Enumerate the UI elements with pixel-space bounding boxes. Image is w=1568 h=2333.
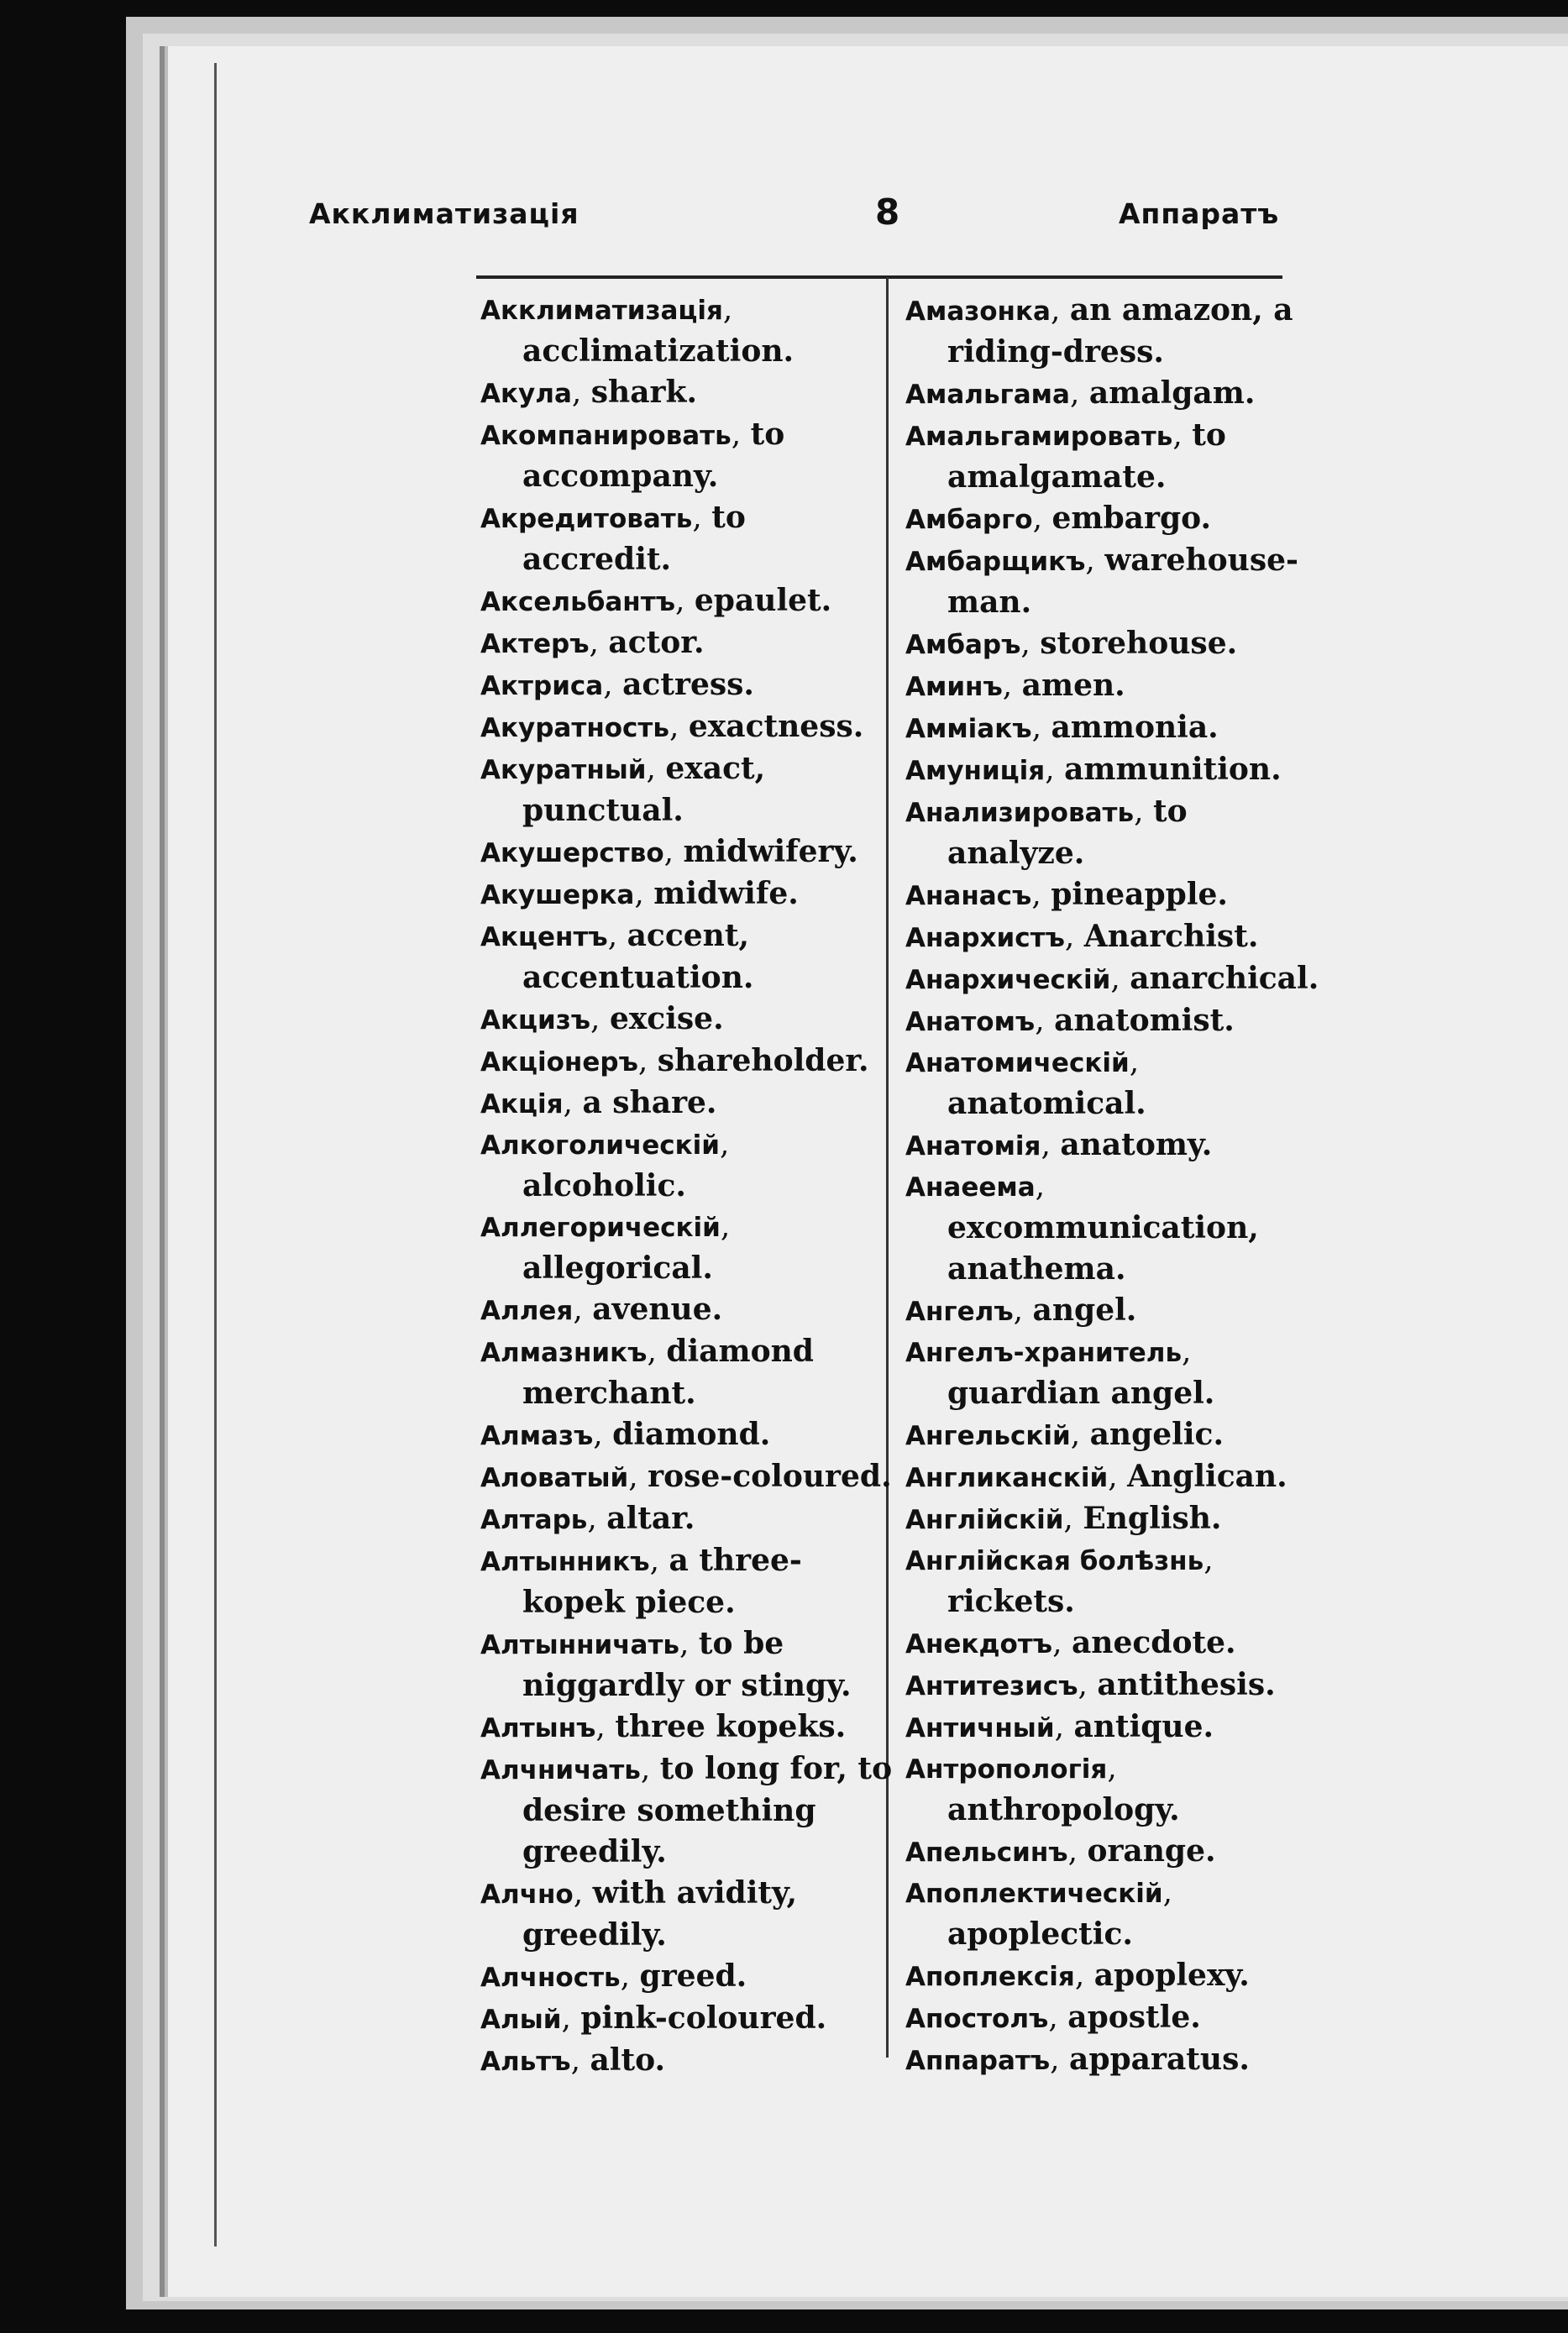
entry-gloss: to long for, to desire something greedily.: [522, 1751, 893, 1869]
entry-gloss: midwifery.: [683, 834, 858, 869]
dictionary-entry: Аллея, avenue.: [480, 1292, 723, 1327]
entry-gloss: pineapple.: [1051, 877, 1228, 912]
entry-headword: Анатомія: [905, 1131, 1041, 1161]
entry-gloss: actress.: [622, 667, 754, 702]
dictionary-entry: Алкоголическій, alcoholic.: [480, 1127, 730, 1203]
dictionary-entry: Аксельбантъ, epaulet.: [480, 583, 832, 618]
entry-headword: Аминъ: [905, 672, 1003, 702]
dictionary-entry: Ананасъ, pineapple.: [905, 877, 1228, 912]
entry-gloss: antique.: [1073, 1709, 1214, 1744]
dictionary-entry: Акуратный, exact, punctual.: [480, 751, 766, 828]
entry-headword: Амбарго: [905, 505, 1033, 535]
entry-gloss: to accredit.: [522, 500, 746, 577]
entry-gloss: Anglican.: [1127, 1459, 1287, 1494]
entry-headword: Акцизъ: [480, 1005, 591, 1035]
entry-headword: Ангелъ: [905, 1297, 1014, 1327]
entry-gloss: ammonia.: [1051, 710, 1219, 745]
dictionary-entry: Антропологія, anthropology.: [905, 1751, 1180, 1827]
entry-headword: Апельсинъ: [905, 1838, 1068, 1868]
dictionary-entry: Алтынничать, to be niggardly or stingy.: [480, 1626, 852, 1703]
entry-headword: Алчничать: [480, 1755, 641, 1785]
entry-headword: Аллегорическій: [480, 1213, 721, 1243]
entry-gloss: a share.: [582, 1085, 717, 1120]
entry-headword: Античный: [905, 1713, 1055, 1743]
dictionary-entry: Акушерство, midwifery.: [480, 834, 858, 869]
entry-gloss: midwife.: [653, 876, 799, 911]
entry-headword: Аллея: [480, 1296, 574, 1326]
entry-gloss: Anarchist.: [1083, 919, 1259, 954]
entry-gloss: epaulet.: [694, 583, 832, 618]
dictionary-entry: Ангелъ, angel.: [905, 1292, 1137, 1328]
dictionary-entry: Акція, a share.: [480, 1085, 717, 1120]
entry-headword: Анатомъ: [905, 1007, 1036, 1037]
entry-gloss: storehouse.: [1040, 626, 1238, 661]
dictionary-entry: Актриса, actress.: [480, 667, 754, 702]
dictionary-entry: Акомпанировать, to accompany.: [480, 417, 785, 494]
dictionary-entry: Амбаръ, storehouse.: [905, 626, 1238, 661]
entry-gloss: excise.: [609, 1001, 724, 1036]
entry-gloss: pink-coloured.: [580, 2000, 827, 2036]
entry-gloss: apoplexy.: [1093, 1958, 1250, 1993]
entry-gloss: guardian angel.: [947, 1376, 1215, 1411]
entry-headword: Аксельбантъ: [480, 587, 675, 617]
entry-headword: Аловатый: [480, 1463, 629, 1493]
dictionary-entry: Англиканскій, Anglican.: [905, 1459, 1287, 1494]
entry-headword: Ангелъ-хранитель: [905, 1338, 1183, 1368]
dictionary-entry: Амальгама, amalgam.: [905, 375, 1256, 411]
entry-headword: Акція: [480, 1089, 564, 1119]
entry-gloss: amalgam.: [1088, 375, 1256, 411]
entry-headword: Алчность: [480, 1963, 621, 1993]
dictionary-entry: Аминъ, amen.: [905, 668, 1125, 703]
dictionary-entry: Альтъ, alto.: [480, 2042, 665, 2078]
dictionary-entry: Аппаратъ, apparatus.: [905, 2042, 1250, 2077]
entry-gloss: with avidity, greedily.: [522, 1875, 797, 1953]
dictionary-entry: Ангелъ-хранитель, guardian angel.: [905, 1334, 1215, 1411]
entry-headword: Альтъ: [480, 2047, 571, 2077]
entry-headword: Акула: [480, 379, 572, 409]
entry-headword: Анализировать: [905, 798, 1135, 828]
entry-headword: Алый: [480, 2005, 562, 2035]
entry-headword: Акушерство: [480, 838, 664, 868]
entry-headword: Аппаратъ: [905, 2046, 1051, 2076]
entry-gloss: anecdote.: [1071, 1625, 1236, 1660]
entry-gloss: English.: [1083, 1501, 1222, 1536]
dictionary-entry: Античный, antique.: [905, 1709, 1214, 1744]
entry-gloss: acclimatization.: [522, 333, 794, 369]
dictionary-entry: Акцентъ, accent, accentuation.: [480, 918, 754, 995]
entry-gloss: rickets.: [947, 1584, 1075, 1619]
dictionary-entry: Акціонеръ, shareholder.: [480, 1043, 869, 1078]
entry-headword: Акклиматизація: [480, 296, 723, 326]
entry-gloss: angelic.: [1089, 1417, 1224, 1452]
entry-headword: Акомпанировать: [480, 421, 732, 451]
entry-gloss: excommunication, anathema.: [947, 1210, 1259, 1287]
dictionary-entry: Актеръ, actor.: [480, 625, 705, 660]
entry-gloss: actor.: [608, 625, 705, 660]
entry-headword: Анархическій: [905, 965, 1111, 995]
entry-gloss: anatomist.: [1054, 1003, 1235, 1038]
entry-headword: Алтарь: [480, 1505, 588, 1535]
entry-headword: Алчно: [480, 1880, 574, 1910]
dictionary-entry: Амуниція, ammunition.: [905, 752, 1282, 787]
dictionary-entry: Амальгамировать, to amalgamate.: [905, 417, 1226, 495]
entry-headword: Алкоголическій: [480, 1130, 721, 1161]
dictionary-entry: Апостолъ, apostle.: [905, 2000, 1201, 2035]
dictionary-entry: Алчность, greed.: [480, 1958, 747, 1994]
entry-headword: Апостолъ: [905, 2004, 1049, 2034]
header-rule: [476, 275, 1282, 279]
dictionary-entry: Акуратность, exactness.: [480, 709, 864, 744]
entry-gloss: antithesis.: [1097, 1667, 1276, 1702]
entry-gloss: exactness.: [688, 709, 864, 744]
entry-headword: Акцентъ: [480, 922, 608, 952]
dictionary-entry: Амазонка, an amazon, a riding-dress.: [905, 292, 1293, 370]
entry-gloss: angel.: [1032, 1292, 1137, 1328]
running-head-left: Акклиматизація: [309, 197, 579, 230]
entry-headword: Анекдотъ: [905, 1629, 1053, 1659]
entry-headword: Амальгамировать: [905, 422, 1173, 452]
dictionary-entry: Аллегорическій, allegorical.: [480, 1209, 731, 1286]
dictionary-entry: Анатомическій, anatomical.: [905, 1045, 1146, 1121]
entry-headword: Англійская болѣзнь: [905, 1546, 1204, 1576]
dictionary-entry: Алчничать, to long for, to desire something greedily.: [480, 1751, 893, 1869]
dictionary-entry: Ангельскій, angelic.: [905, 1417, 1224, 1452]
entry-gloss: avenue.: [592, 1292, 723, 1327]
entry-headword: Ангельскій: [905, 1421, 1071, 1451]
entry-gloss: amen.: [1021, 668, 1125, 703]
entry-headword: Апоплексія: [905, 1962, 1075, 1992]
dictionary-entry: Акушерка, midwife.: [480, 876, 799, 911]
entry-gloss: shark.: [590, 375, 697, 410]
entry-gloss: to analyze.: [947, 794, 1188, 871]
entry-headword: Антропологія: [905, 1754, 1108, 1785]
dictionary-entry: Антитезисъ, antithesis.: [905, 1667, 1276, 1702]
dictionary-entry: Апоплексія, apoplexy.: [905, 1958, 1250, 1993]
entry-headword: Анархистъ: [905, 923, 1065, 953]
entry-gloss: embargo.: [1051, 501, 1212, 536]
entry-gloss: altar.: [606, 1501, 695, 1536]
entry-gloss: exact, punctual.: [522, 751, 766, 828]
dictionary-entry: Анархическій, anarchical.: [905, 961, 1319, 996]
dictionary-entry: Анархистъ, Anarchist.: [905, 919, 1259, 954]
entry-headword: Акуратность: [480, 713, 669, 743]
dictionary-entry: Алый, pink-coloured.: [480, 2000, 827, 2036]
entry-gloss: alcoholic.: [522, 1168, 686, 1203]
dictionary-entry: Алтынникъ, a three-kopek piece.: [480, 1543, 802, 1620]
dictionary-entry: Апельсинъ, orange.: [905, 1833, 1216, 1869]
entry-headword: Алмазъ: [480, 1421, 594, 1451]
dictionary-entry: Алтынъ, three kopeks.: [480, 1709, 847, 1744]
dictionary-entry: Акула, shark.: [480, 375, 697, 410]
dictionary-entry: Акклиматизація, acclimatization.: [480, 292, 794, 369]
dictionary-entry: Алтарь, altar.: [480, 1501, 695, 1536]
dictionary-entry: Анатомія, anatomy.: [905, 1127, 1213, 1162]
entry-gloss: apparatus.: [1069, 2042, 1250, 2077]
entry-headword: Акушерка: [480, 880, 635, 910]
dictionary-entry: Амбарго, embargo.: [905, 501, 1212, 536]
entry-headword: Алтынъ: [480, 1713, 596, 1743]
right-column: [905, 290, 1325, 2081]
entry-gloss: three kopeks.: [615, 1709, 847, 1744]
entry-gloss: to amalgamate.: [947, 417, 1226, 495]
dictionary-entry: Анализировать, to analyze.: [905, 794, 1188, 871]
entry-gloss: accent, accentuation.: [522, 918, 754, 995]
entry-headword: Амуниція: [905, 756, 1046, 786]
page-number: 8: [875, 191, 901, 233]
entry-gloss: greed.: [639, 1958, 747, 1994]
dictionary-entry: Аммiакъ, ammonia.: [905, 710, 1219, 745]
entry-gloss: a three-kopek piece.: [522, 1543, 802, 1620]
entry-headword: Акціонеръ: [480, 1047, 638, 1077]
running-head-right: Аппаратъ: [1119, 197, 1280, 230]
entry-gloss: orange.: [1087, 1833, 1216, 1869]
dictionary-entry: Англійскій, English.: [905, 1501, 1222, 1536]
entry-gloss: anarchical.: [1130, 961, 1319, 996]
entry-gloss: alto.: [590, 2042, 665, 2078]
dictionary-entry: Аловатый, rose-coloured.: [480, 1459, 892, 1494]
entry-gloss: to accompany.: [522, 417, 785, 494]
dictionary-entry: Амбарщикъ, warehouse-man.: [905, 543, 1298, 620]
entry-gloss: anatomy.: [1060, 1127, 1213, 1162]
entry-gloss: shareholder.: [657, 1043, 869, 1078]
entry-gloss: allegorical.: [522, 1250, 713, 1286]
dictionary-entry: Анаеема, excommunication, anathema.: [905, 1169, 1259, 1287]
entry-headword: Амальгама: [905, 380, 1070, 410]
entry-headword: Амазонка: [905, 296, 1051, 327]
entry-headword: Анатомическій: [905, 1048, 1130, 1078]
entry-gloss: diamond.: [612, 1417, 771, 1452]
entry-gloss: apoplectic.: [947, 1916, 1133, 1952]
dictionary-entry: Анекдотъ, anecdote.: [905, 1625, 1236, 1660]
entry-headword: Амбаръ: [905, 630, 1021, 660]
entry-gloss: an amazon, a riding-dress.: [947, 292, 1293, 370]
dictionary-entry: Алмазникъ, diamond merchant.: [480, 1334, 814, 1411]
entry-headword: Актриса: [480, 671, 604, 701]
dictionary-entry: Акредитовать, to accredit.: [480, 500, 746, 577]
entry-headword: Ананасъ: [905, 881, 1032, 911]
dictionary-entry: Акцизъ, excise.: [480, 1001, 724, 1036]
entry-headword: Анаеема: [905, 1172, 1036, 1203]
dictionary-entry: Апоплектическій, apoplectic.: [905, 1875, 1173, 1952]
entry-gloss: rose-coloured.: [648, 1459, 892, 1494]
dictionary-entry: Анатомъ, anatomist.: [905, 1003, 1235, 1038]
entry-headword: Актеръ: [480, 629, 590, 659]
entry-gloss: ammunition.: [1064, 752, 1282, 787]
entry-headword: Акуратный: [480, 755, 647, 785]
entry-headword: Англиканскій: [905, 1463, 1109, 1493]
entry-headword: Алмазникъ: [480, 1338, 648, 1368]
entry-headword: Акредитовать: [480, 504, 693, 534]
dictionary-entry: Алчно, with avidity, greedily.: [480, 1875, 797, 1953]
entry-gloss: anatomical.: [947, 1086, 1146, 1121]
dictionary-entry: Алмазъ, diamond.: [480, 1417, 771, 1452]
entry-gloss: apostle.: [1067, 2000, 1201, 2035]
entry-gloss: warehouse-man.: [947, 543, 1298, 620]
left-column: [480, 290, 900, 2082]
entry-gloss: to be niggardly or stingy.: [522, 1626, 852, 1703]
entry-headword: Аммiакъ: [905, 714, 1032, 744]
entry-headword: Алтынникъ: [480, 1547, 650, 1577]
entry-headword: Антитезисъ: [905, 1671, 1078, 1701]
entry-gloss: anthropology.: [947, 1792, 1180, 1827]
entry-headword: Алтынничать: [480, 1630, 680, 1660]
dictionary-entry: Англійская болѣзнь, rickets.: [905, 1543, 1214, 1619]
entry-headword: Англійскій: [905, 1505, 1064, 1535]
entry-headword: Амбарщикъ: [905, 547, 1086, 577]
entry-headword: Апоплектическій: [905, 1879, 1163, 1909]
entry-gloss: diamond merchant.: [522, 1334, 814, 1411]
